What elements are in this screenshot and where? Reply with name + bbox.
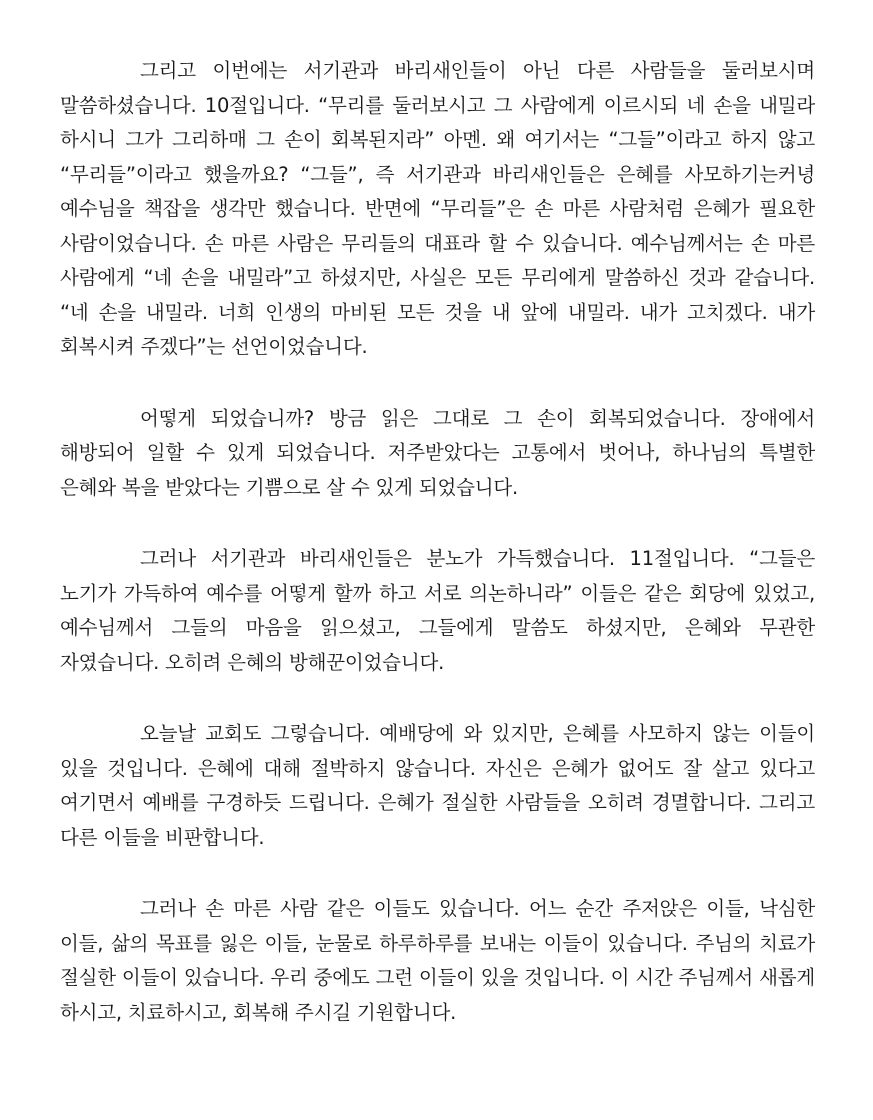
paragraph-2: 어떻게 되었습니까? 방금 읽은 그대로 그 손이 회복되었습니다. 장애에서 해방되어 일할 수 있게 되었습니다. 저주받았다는 고통에서 벗어나, 하나님의 특별한 은혜와 복을 받았다는 기쁨으로 살 수 있게 되었습니다.	[60, 406, 815, 499]
paragraph-3: 그러나 서기관과 바리새인들은 분노가 가득했습니다. 11절입니다. “그들은 노기가 가득하여 예수를 어떻게 할까 하고 서로 의논하니라” 이들은 같은 회당에 있었고, 예수님께서 그들의 마음을 읽으셨고, 그들에게 말씀도 하셨지만, 은혜와 무관한 자였습니다. 오히려 은혜의 방해꾼이었습니다.	[60, 547, 815, 674]
paragraph-1: 그리고 이번에는 서기관과 바리새인들이 아닌 다른 사람들을 둘러보시며 말씀하셨습니다. 10절입니다. “무리를 둘러보시고 그 사람에게 이르시되 네 손을 내밀라 하시니 그가 그리하매 그 손이 회복된지라” 아멘. 왜 여기서는 “그들”이라고 하지 않고 “무리들”이라고 했을까요? “그들”, 즉 서기관과 바리새인들은 은혜를 사모하기는커녕 예수님을 책잡을 생각만 했습니다. 반면에 “무리들”은 손 마른 사람처럼 은혜가 필요한 사람이었습니다. 손 마른 사람은 무리들의 대표라 할 수 있습니다. 예수님께서는 손 마른 사람에게 “네 손을 내밀라”고 하셨지만, 사실은 모든 무리에게 말씀하신 것과 같습니다. “네 손을 내밀라. 너희 인생의 마비된 모든 것을 내 앞에 내밀라. 내가 고치겠다. 내가 회복시켜 주겠다”는 선언이었습니다.	[60, 59, 815, 358]
paragraph-4: 오늘날 교회도 그렇습니다. 예배당에 와 있지만, 은혜를 사모하지 않는 이들이 있을 것입니다. 은혜에 대해 절박하지 않습니다. 자신은 은혜가 없어도 잘 살고 있다고 여기면서 예배를 구경하듯 드립니다. 은혜가 절실한 사람들을 오히려 경멸합니다. 그리고 다른 이들을 비판합니다.	[60, 722, 815, 849]
paragraph-5: 그러나 손 마른 사람 같은 이들도 있습니다. 어느 순간 주저앉은 이들, 낙심한 이들, 삶의 목표를 잃은 이들, 눈물로 하루하루를 보내는 이들이 있습니다. 주님의 치료가 절실한 이들이 있습니다. 우리 중에도 그런 이들이 있을 것입니다. 이 시간 주님께서 새롭게 하시고, 치료하시고, 회복해 주시길 기원합니다.	[60, 897, 815, 1024]
